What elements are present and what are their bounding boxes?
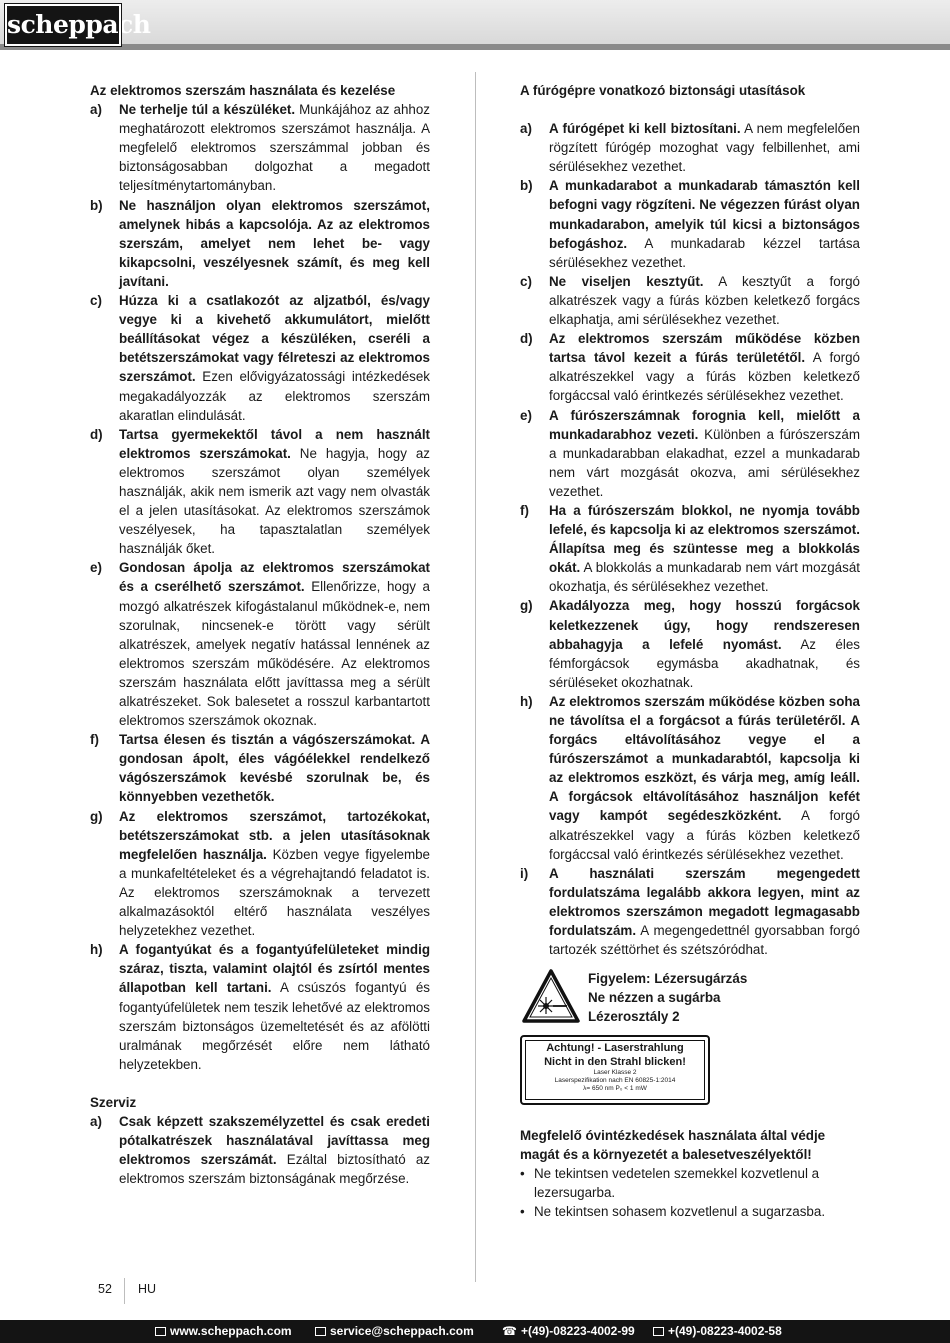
item-label: a) (90, 1113, 102, 1129)
list-item (90, 425, 430, 559)
item-emphasis: Tartsa élesen és tisztán a vágószerszámokat. A gondosan ápolt, éles vágóélekkel rendelkező vágószerszámok kevésbé szorulnak be, és könnyebben vezethetők. (119, 732, 430, 805)
page-language: HU (138, 1282, 157, 1296)
list-item (90, 940, 430, 1074)
list-item (90, 558, 430, 730)
item-emphasis: A használati szerszám megengedett fordulatszáma legalább akkora legyen, mint az elektromos szerszámon megadott legmagasabb fordulatszám. (549, 865, 860, 939)
item-label: g) (90, 808, 103, 824)
bullet-text: Ne tekintsen vedetelen szemekkel kozvetlenul a lezersugarba. (534, 1165, 820, 1200)
item-emphasis: A munkadarabot a munkadarab támasztón kell befogni vagy rögzíteni. Ne végezzen fúrást olyan munkadarabon, amelyik túl kicsi a biztonságos befogáshoz. (549, 178, 860, 251)
laser-label-line: Nicht in den Strahl blicken! (544, 1055, 686, 1068)
list-item (90, 730, 430, 806)
section-title: A fúrógépre vonatkozó biztonsági utasítások (520, 83, 806, 98)
section-title: Megfelelő óvintézkedések használata által védje magát és a környezetét a balesetveszélyektől! (520, 1127, 826, 1162)
brand-logo: scheppach (5, 4, 121, 46)
item-label: e) (520, 407, 532, 423)
bullet-text: Ne tekintsen sohasem kozvetlenul a sugarzasba. (534, 1203, 826, 1219)
list-item (90, 1112, 430, 1188)
item-emphasis: Az elektromos szerszám működése közben soha ne távolítsa el a forgácsot a fúrás területéről. A forgács eltávolításához vegye el a fúrószerszámot a munkadarabtól, kapcsolja ki az elektromos eszközt, és várja meg, amíg leáll. A forgácsok eltávolításához használjon kefét vagy kampót segédeszközként. (549, 693, 860, 824)
laser-warning-line: Lézerosztály 2 (588, 1009, 680, 1025)
list-item (520, 692, 860, 864)
bullet-icon: • (520, 1203, 525, 1219)
list-item (520, 596, 860, 691)
footer-website[interactable]: www.scheppach.com (170, 1324, 292, 1338)
item-emphasis: Húzza ki a csatlakozót az aljzatból, és/vagy vegye ki a kivehető akkumulátort, mielőtt beállításokat végez a készüléken, cseréli a betétszerszámokat vagy félreteszi az elektromos szerszámot. (119, 293, 430, 385)
item-emphasis: Gondosan ápolja az elektromos szerszámokat és a cserélhető szerszámot. (119, 560, 430, 595)
column-divider (475, 72, 476, 1282)
list-item (520, 119, 860, 176)
item-text: Ezáltal biztosítható az elektromos szerszám biztonságának megőrzése. (119, 1152, 430, 1187)
item-text: A csúszós fogantyú és fogantyúfelületek nem teszik lehetővé az elektromos szerszám biztonságos üzemeltetését és az afölötti uralmának megőrzését előre nem látható helyzetekben. (119, 980, 430, 1072)
list-item (520, 864, 860, 959)
item-emphasis: Akadályozza meg, hogy hosszú forgácsok keletkezzenek úgy, hogy rendszeresen abbahagyja a lefelé nyomást. (549, 598, 860, 652)
laser-warning-line: Figyelem: Lézersugárzás (588, 971, 748, 987)
item-emphasis: A fúrógépet ki kell biztosítani. (549, 121, 741, 137)
mail-icon (315, 1327, 326, 1336)
laser-label-line: Laser Klasse 2 (593, 1068, 637, 1076)
item-label: c) (90, 293, 102, 309)
item-label: b) (520, 178, 533, 194)
item-text: A forgó alkatrészekkel vagy a fúrás közben keletkező forgáccsal való érintkezés sérülésekhez vezethet. (549, 808, 860, 862)
section-title: Az elektromos szerszám használata és kezelése (90, 83, 396, 98)
right-column (520, 81, 860, 1221)
left-column (90, 81, 430, 1188)
phone-icon: ☎ (502, 1324, 517, 1338)
item-label: h) (90, 942, 103, 958)
item-label: f) (520, 502, 529, 518)
list-item (520, 329, 860, 405)
fax-icon (653, 1327, 664, 1336)
laser-class-label (520, 1035, 710, 1105)
laser-label-line: Achtung! - Laserstrahlung (546, 1041, 684, 1054)
bullet-icon: • (520, 1165, 525, 1181)
item-label: h) (520, 693, 533, 709)
item-text: A megengedettnél gyorsabban forgó tartozék széttörhet és szétszóródhat. (549, 923, 860, 958)
page-footer (0, 1320, 950, 1343)
item-emphasis: Ha a fúrószerszám blokkol, ne nyomja tovább lefelé, és kapcsolja ki az elektromos szerszámot. Állapítsa meg és szüntesse meg a blokkolás okát. (549, 502, 860, 576)
item-emphasis: A fúrószerszámnak forognia kell, mielőtt a munkadarabhoz vezeti. (549, 407, 860, 442)
list-item (90, 196, 430, 291)
item-text: A blokkolás a munkadarab nem várt mozgását okozhatja, és sérülésekhez vezethet. (549, 560, 860, 595)
item-text: Munkájához az ahhoz meghatározott elektromos szerszámot használja. A megfelelő elektromos szerszámmal jobban és biztonságosabban dolgozhat a megadott teljesítménytartományban. (119, 102, 430, 194)
item-list (90, 100, 430, 1074)
laser-warning-icon (522, 969, 580, 1023)
item-text: A nem megfelelően rögzített fúrógép mozoghat vagy felbillenhet, ami sérülésekhez vezethet. (549, 121, 860, 175)
item-label: a) (520, 121, 532, 137)
laser-warning (520, 969, 860, 1026)
list-item (520, 406, 860, 501)
item-emphasis: Az elektromos szerszám működése közben tartsa távol kezeit a fúrás területétől. (549, 331, 860, 366)
item-text: Ellenőrizze, hogy a mozgó alkatrészek kifogástalanul működnek-e, nem szorulnak, nincsenek-e törött vagy sérült alkatrészek, amelyek negatív hatással lennének az elektromos szerszám működésére. Az elektromos szerszám használata előtt javíttassa meg a sérült alkatrészeket. Sok balesetet a rosszul karbantartott elektromos szerszámok okoznak. (119, 579, 430, 729)
item-text: Az éles fémforgácsok egymásba akadhatnak, és sérüléseket okozhatnak. (549, 636, 860, 690)
item-emphasis: Ne használjon olyan elektromos szerszámot, amelynek hibás a kapcsolója. Az az elektromos szerszám, amelyet nem lehet be- vagy kikapcsolni, veszélyesnek számít, és meg kell javítani. (119, 197, 430, 289)
list-item (520, 272, 860, 329)
item-emphasis: Csak képzett szakszemélyzettel és csak eredeti pótalkatrészek használatával javíttassa meg elektromos szerszámát. (119, 1113, 430, 1168)
item-text: A munkadarab kézzel tartása sérülésekhez vezethet. (549, 235, 860, 270)
item-text: A kesztyűt a forgó alkatrészek vagy a fúrás közben keletkező forgács elkaphatja, ami sérülésekhez vezethet. (549, 273, 861, 328)
item-emphasis: Ne terhelje túl a készüléket. (119, 102, 296, 118)
page-separator (124, 1278, 125, 1304)
item-label: i) (520, 865, 529, 881)
item-label: d) (520, 331, 533, 347)
item-label: b) (90, 197, 103, 213)
item-text: Ezen elővigyázatossági intézkedések megakadályozzák az elektromos szerszám akaratlan elindulását. (119, 369, 430, 423)
item-emphasis: Ne viseljen kesztyűt. (549, 273, 704, 289)
item-label: d) (90, 426, 103, 442)
section-title: Szerviz (90, 1094, 137, 1110)
list-item (520, 501, 860, 596)
item-text: A forgó alkatrészekkel vagy a fúrás közben keletkező forgáccsal való érintkezés sérülésekhez vezethet. (549, 350, 861, 404)
footer-email[interactable]: service@scheppach.com (330, 1324, 474, 1338)
list-item (90, 807, 430, 941)
item-text: Közben vegye figyelembe a munkafeltételeket és a végrehajtandó feladatot is. Az elektromos szerszámoknak a tervezett alkalmazásoktól eltérő használata veszélyes helyzetekhez vezethet. (119, 846, 430, 939)
bullet-item (520, 1202, 860, 1221)
item-text: Ne hagyja, hogy az elektromos szerszámot olyan személyek használják, akik nem ismerik azt vagy nem olvasták el a jelen utasításokat. Az elektromos szerszámok veszélyesek, ha tapasztalatlan személyek használják őket. (119, 445, 431, 557)
page-number: 52 (98, 1282, 112, 1296)
footer-phone: +(49)-08223-4002-99 (520, 1324, 635, 1338)
list-item (90, 291, 430, 425)
item-label: g) (520, 598, 533, 614)
item-emphasis: A fogantyúkat és a fogantyúfelületeket mindig száraz, tiszta, valamint olajtól és zsírtól mentes állapotban kell tartani. (119, 942, 430, 996)
page-header (0, 0, 950, 50)
item-text: Különben a fúrószerszám a munkadarabban elakadhat, ezzel a munkadarab nem várt mozgását okozva, ami sérülésekhez vezethet. (549, 426, 861, 499)
list-item (90, 100, 430, 195)
bullet-list (520, 1164, 860, 1221)
item-list (90, 1112, 430, 1188)
footer-fax: +(49)-08223-4002-58 (668, 1324, 782, 1338)
laser-label-line: Laserspezifikation nach EN 60825-1:2014 (554, 1076, 676, 1084)
item-label: a) (90, 102, 102, 118)
item-emphasis: Az elektromos szerszámot, tartozékokat, betétszerszámokat stb. a jelen utasításoknak megfelelően használja. (119, 808, 430, 862)
laser-label-line: λ= 650 nm P₀ < 1 mW (583, 1084, 647, 1092)
item-list (520, 119, 860, 959)
item-emphasis: Tartsa gyermekektől távol a nem használt elektromos szerszámokat. (119, 426, 430, 461)
laser-warning-line: Ne nézzen a sugárba (588, 990, 721, 1006)
list-item (520, 176, 860, 271)
item-label: f) (90, 732, 99, 748)
computer-icon (155, 1327, 166, 1336)
bullet-item (520, 1164, 860, 1202)
item-label: c) (520, 273, 532, 289)
item-label: e) (90, 560, 102, 576)
